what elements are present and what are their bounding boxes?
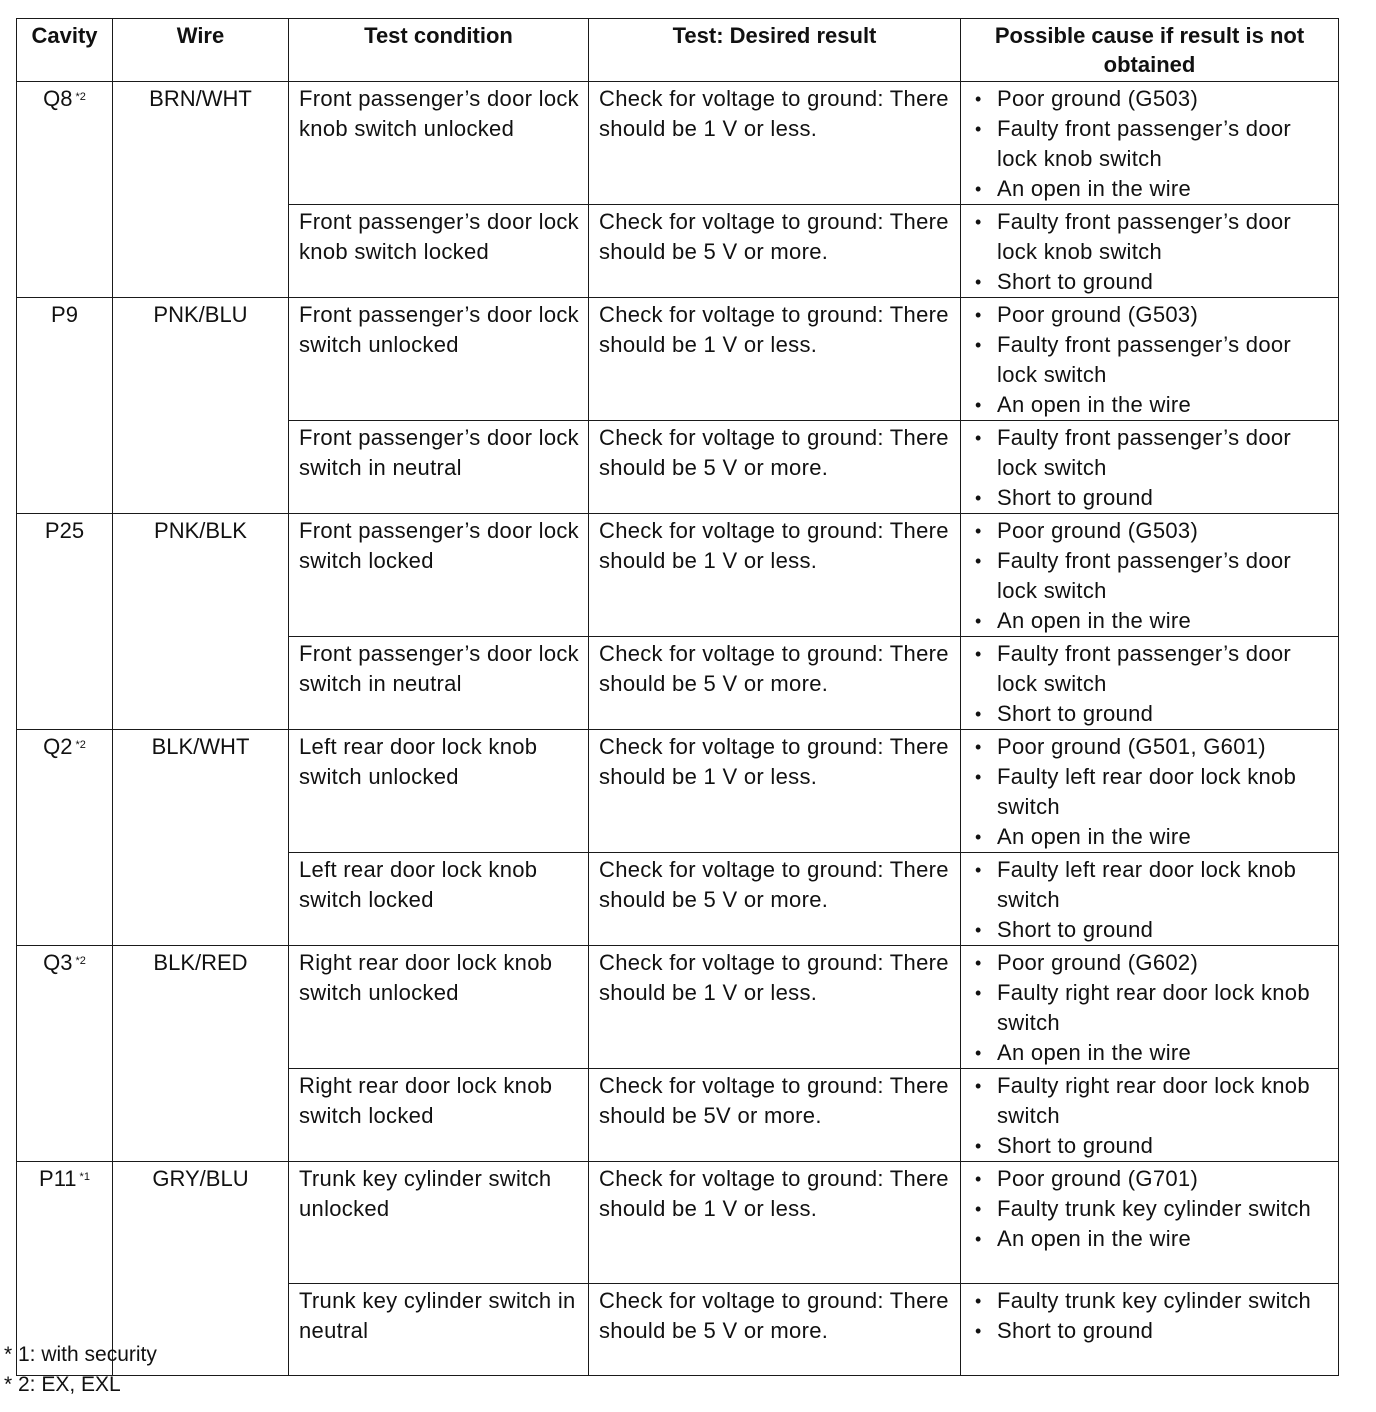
cavity-cell (17, 514, 113, 730)
cause-item: • Poor ground (G701) (971, 1164, 1334, 1194)
cavity-footnote-marker: *2 (75, 739, 86, 751)
cause-item: • An open in the wire (971, 1224, 1334, 1254)
cause-item: • Faulty front passenger’s door lock knob switch (971, 114, 1334, 174)
test-condition-cell: Trunk key cylinder switch unlocked (289, 1162, 589, 1284)
diagnostic-table-container (16, 18, 1338, 1376)
possible-cause-cell (961, 946, 1339, 1069)
possible-cause-cell (961, 421, 1339, 514)
cavity-label: Q3 (43, 950, 73, 975)
header-wire: Wire (113, 19, 289, 82)
cause-list (971, 423, 1334, 513)
cavity-cell (17, 298, 113, 514)
desired-result-cell: Check for voltage to ground: There should be 1 V or less. (589, 298, 961, 421)
table-row (17, 298, 1339, 421)
possible-cause-cell (961, 1284, 1339, 1376)
cause-item: • Faulty left rear door lock knob switch (971, 855, 1334, 915)
desired-result-cell: Check for voltage to ground: There should be 5 V or more. (589, 205, 961, 298)
cavity-cell (17, 82, 113, 298)
cause-list (971, 1286, 1334, 1346)
table-row (17, 946, 1339, 1069)
cause-item: • Faulty front passenger’s door lock switch (971, 546, 1334, 606)
test-condition-cell: Front passenger’s door lock switch in neutral (289, 421, 589, 514)
test-condition-cell: Front passenger’s door lock switch unlocked (289, 298, 589, 421)
possible-cause-cell (961, 1069, 1339, 1162)
footnote: * 1: with security (4, 1343, 157, 1366)
cause-item: • Short to ground (971, 1131, 1334, 1161)
cause-item: • Faulty front passenger’s door lock switch (971, 639, 1334, 699)
footnotes (4, 1340, 157, 1400)
cause-list (971, 300, 1334, 420)
possible-cause-cell (961, 637, 1339, 730)
test-condition-cell: Front passenger’s door lock knob switch unlocked (289, 82, 589, 205)
test-condition-cell: Front passenger’s door lock switch in neutral (289, 637, 589, 730)
possible-cause-cell (961, 82, 1339, 205)
cause-item: • Short to ground (971, 699, 1334, 729)
cause-item: • Faulty trunk key cylinder switch (971, 1194, 1334, 1224)
header-cavity: Cavity (17, 19, 113, 82)
cause-item: • Poor ground (G501, G601) (971, 732, 1334, 762)
desired-result-cell: Check for voltage to ground: There should be 5 V or more. (589, 637, 961, 730)
test-condition-cell: Right rear door lock knob switch locked (289, 1069, 589, 1162)
test-condition-cell: Right rear door lock knob switch unlocked (289, 946, 589, 1069)
table-body (17, 82, 1339, 1376)
cause-list (971, 639, 1334, 729)
test-condition-cell: Front passenger’s door lock switch locked (289, 514, 589, 637)
wire-cell: BLK/WHT (113, 730, 289, 946)
possible-cause-cell (961, 730, 1339, 853)
cause-item: • Short to ground (971, 267, 1334, 297)
wire-cell: BRN/WHT (113, 82, 289, 298)
desired-result-cell: Check for voltage to ground: There should be 5 V or more. (589, 421, 961, 514)
cause-list (971, 855, 1334, 945)
cavity-footnote-marker: *2 (75, 91, 86, 103)
cause-list (971, 516, 1334, 636)
wire-cell: PNK/BLU (113, 298, 289, 514)
desired-result-cell: Check for voltage to ground: There should be 1 V or less. (589, 82, 961, 205)
test-condition-cell: Front passenger’s door lock knob switch locked (289, 205, 589, 298)
cavity-cell (17, 946, 113, 1162)
cause-item: • Faulty front passenger’s door lock switch (971, 423, 1334, 483)
desired-result-cell: Check for voltage to ground: There should be 1 V or less. (589, 946, 961, 1069)
cause-item: • Faulty trunk key cylinder switch (971, 1286, 1334, 1316)
cavity-label: P9 (51, 302, 78, 327)
cause-item: • Faulty left rear door lock knob switch (971, 762, 1334, 822)
cause-item: • An open in the wire (971, 390, 1334, 420)
desired-result-cell: Check for voltage to ground: There should be 5V or more. (589, 1069, 961, 1162)
cause-list (971, 732, 1334, 852)
header-test-condition: Test condition (289, 19, 589, 82)
wire-cell: PNK/BLK (113, 514, 289, 730)
cause-item: • Faulty front passenger’s door lock switch (971, 330, 1334, 390)
cause-item: • An open in the wire (971, 174, 1334, 204)
cause-item: • Poor ground (G602) (971, 948, 1334, 978)
desired-result-cell: Check for voltage to ground: There should be 5 V or more. (589, 853, 961, 946)
desired-result-cell: Check for voltage to ground: There should be 1 V or less. (589, 1162, 961, 1284)
cause-list (971, 948, 1334, 1068)
desired-result-cell: Check for voltage to ground: There should be 5 V or more. (589, 1284, 961, 1376)
header-desired-result: Test: Desired result (589, 19, 961, 82)
cause-item: • Faulty right rear door lock knob switch (971, 1071, 1334, 1131)
cause-item: • Short to ground (971, 1316, 1334, 1346)
cause-item: • Poor ground (G503) (971, 516, 1334, 546)
cavity-footnote-marker: *2 (75, 955, 86, 967)
desired-result-cell: Check for voltage to ground: There should be 1 V or less. (589, 514, 961, 637)
possible-cause-cell (961, 514, 1339, 637)
cause-item: • Short to ground (971, 915, 1334, 945)
footnote: * 2: EX, EXL (4, 1373, 121, 1396)
cause-item: • An open in the wire (971, 606, 1334, 636)
wire-cell: BLK/RED (113, 946, 289, 1162)
possible-cause-cell (961, 853, 1339, 946)
cause-item: • An open in the wire (971, 1038, 1334, 1068)
cause-item: • Poor ground (G503) (971, 300, 1334, 330)
table-row (17, 514, 1339, 637)
diagnostic-table (16, 18, 1339, 1376)
header-row (17, 19, 1339, 82)
cavity-label: Q2 (43, 734, 73, 759)
cavity-label: P25 (44, 518, 85, 543)
cavity-label: Q8 (43, 86, 73, 111)
cause-item: • An open in the wire (971, 822, 1334, 852)
cause-item: • Faulty front passenger’s door lock knob switch (971, 207, 1334, 267)
cause-item: • Faulty right rear door lock knob switch (971, 978, 1334, 1038)
possible-cause-cell (961, 205, 1339, 298)
cause-list (971, 1071, 1334, 1161)
possible-cause-cell (961, 1162, 1339, 1284)
table-row (17, 1162, 1339, 1284)
cause-list (971, 84, 1334, 204)
cavity-cell (17, 730, 113, 946)
cavity-footnote-marker: *1 (79, 1171, 90, 1183)
header-possible-cause: Possible cause if result is not obtained (961, 19, 1339, 82)
cavity-label: P11 (39, 1166, 77, 1191)
possible-cause-cell (961, 298, 1339, 421)
cause-list (971, 207, 1334, 297)
test-condition-cell: Left rear door lock knob switch unlocked (289, 730, 589, 853)
cause-item: • Poor ground (G503) (971, 84, 1334, 114)
test-condition-cell: Left rear door lock knob switch locked (289, 853, 589, 946)
desired-result-cell: Check for voltage to ground: There should be 1 V or less. (589, 730, 961, 853)
cause-list (971, 1164, 1334, 1254)
wire-cell: GRY/BLU (113, 1162, 289, 1376)
table-row (17, 82, 1339, 205)
table-row (17, 730, 1339, 853)
cause-item: • Short to ground (971, 483, 1334, 513)
test-condition-cell: Trunk key cylinder switch in neutral (289, 1284, 589, 1376)
